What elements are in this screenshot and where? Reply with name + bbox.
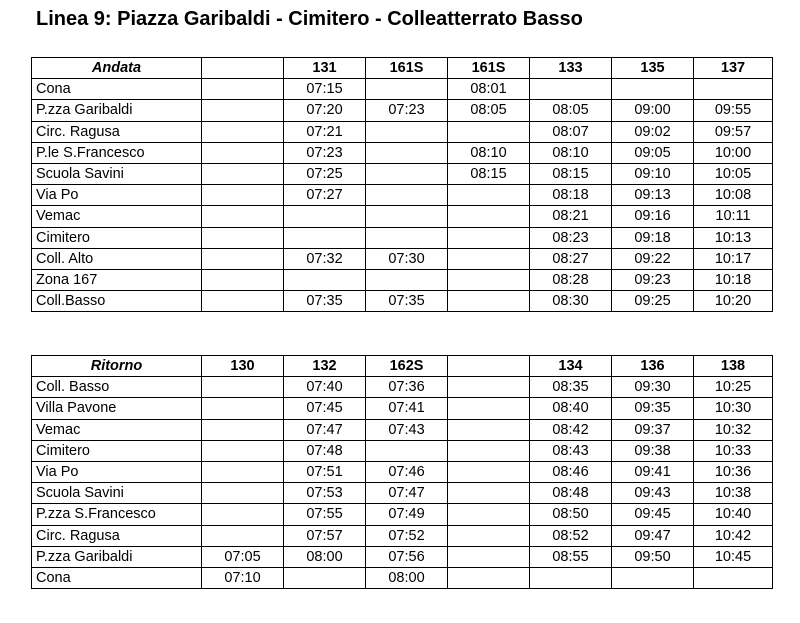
table-row	[32, 291, 773, 312]
stop-name: Cimitero	[32, 440, 202, 461]
departure-time: 07:46	[366, 461, 448, 482]
departure-time: 10:33	[694, 440, 773, 461]
departure-time: 07:40	[284, 377, 366, 398]
departure-time	[202, 377, 284, 398]
departure-time: 07:10	[202, 567, 284, 588]
departure-time: 10:30	[694, 398, 773, 419]
departure-time: 09:35	[612, 398, 694, 419]
stop-name: Vemac	[32, 206, 202, 227]
stop-name: Cimitero	[32, 227, 202, 248]
ritorno-timetable	[31, 355, 773, 589]
departure-time	[612, 567, 694, 588]
stop-name: Via Po	[32, 185, 202, 206]
departure-time	[202, 163, 284, 184]
departure-time: 08:35	[530, 377, 612, 398]
departure-time	[366, 206, 448, 227]
departure-time: 07:47	[284, 419, 366, 440]
departure-time	[366, 269, 448, 290]
stop-name: P.le S.Francesco	[32, 142, 202, 163]
departure-time	[366, 121, 448, 142]
trip-number: 131	[284, 58, 366, 79]
departure-time: 08:46	[530, 461, 612, 482]
stop-name: Cona	[32, 567, 202, 588]
departure-time: 07:23	[284, 142, 366, 163]
table-row	[32, 440, 773, 461]
departure-time: 09:13	[612, 185, 694, 206]
table-row	[32, 227, 773, 248]
departure-time: 09:41	[612, 461, 694, 482]
stop-name: Coll. Alto	[32, 248, 202, 269]
departure-time	[366, 142, 448, 163]
departure-time: 10:25	[694, 377, 773, 398]
departure-time: 07:30	[366, 248, 448, 269]
departure-time: 08:05	[530, 100, 612, 121]
departure-time	[448, 398, 530, 419]
departure-time	[694, 79, 773, 100]
departure-time: 08:40	[530, 398, 612, 419]
departure-time	[694, 567, 773, 588]
stop-name: Coll.Basso	[32, 291, 202, 312]
direction-label: Andata	[32, 58, 202, 79]
stop-name: Scuola Savini	[32, 163, 202, 184]
trip-number: 130	[202, 356, 284, 377]
departure-time	[530, 567, 612, 588]
departure-time: 08:50	[530, 504, 612, 525]
departure-time: 10:45	[694, 546, 773, 567]
departure-time: 10:05	[694, 163, 773, 184]
departure-time	[202, 185, 284, 206]
stop-name: Scuola Savini	[32, 483, 202, 504]
departure-time: 09:37	[612, 419, 694, 440]
departure-time: 10:20	[694, 291, 773, 312]
departure-time: 08:10	[448, 142, 530, 163]
departure-time	[202, 206, 284, 227]
table-row	[32, 525, 773, 546]
departure-time	[366, 79, 448, 100]
trip-number: 138	[694, 356, 773, 377]
departure-time	[448, 227, 530, 248]
departure-time: 10:08	[694, 185, 773, 206]
departure-time: 07:47	[366, 483, 448, 504]
departure-time: 07:05	[202, 546, 284, 567]
departure-time: 10:32	[694, 419, 773, 440]
departure-time	[448, 269, 530, 290]
header-row	[32, 58, 773, 79]
trip-number: 135	[612, 58, 694, 79]
departure-time	[530, 79, 612, 100]
table-row	[32, 377, 773, 398]
stop-name: P.zza Garibaldi	[32, 100, 202, 121]
table-row	[32, 121, 773, 142]
header-row	[32, 356, 773, 377]
table-row	[32, 142, 773, 163]
departure-time: 07:48	[284, 440, 366, 461]
table-row	[32, 483, 773, 504]
departure-time: 07:23	[366, 100, 448, 121]
departure-time	[202, 79, 284, 100]
departure-time: 09:05	[612, 142, 694, 163]
departure-time: 10:13	[694, 227, 773, 248]
departure-time: 09:25	[612, 291, 694, 312]
table-row	[32, 248, 773, 269]
stop-name: Zona 167	[32, 269, 202, 290]
trip-number: 161S	[366, 58, 448, 79]
departure-time: 09:22	[612, 248, 694, 269]
table-row	[32, 398, 773, 419]
departure-time	[284, 227, 366, 248]
trip-number	[202, 58, 284, 79]
table-row	[32, 206, 773, 227]
trip-number: 132	[284, 356, 366, 377]
departure-time	[202, 398, 284, 419]
departure-time: 07:36	[366, 377, 448, 398]
departure-time: 09:02	[612, 121, 694, 142]
departure-time: 10:18	[694, 269, 773, 290]
departure-time	[202, 248, 284, 269]
table-row	[32, 79, 773, 100]
departure-time: 08:00	[366, 567, 448, 588]
page-title: Linea 9: Piazza Garibaldi - Cimitero - Colleatterrato Basso	[36, 8, 583, 30]
departure-time	[448, 291, 530, 312]
table-row	[32, 419, 773, 440]
departure-time: 08:15	[530, 163, 612, 184]
departure-time: 09:50	[612, 546, 694, 567]
departure-time: 09:55	[694, 100, 773, 121]
departure-time	[448, 248, 530, 269]
departure-time	[448, 185, 530, 206]
direction-label: Ritorno	[32, 356, 202, 377]
table-row	[32, 163, 773, 184]
departure-time	[284, 269, 366, 290]
departure-time: 07:43	[366, 419, 448, 440]
departure-time: 08:27	[530, 248, 612, 269]
departure-time: 07:51	[284, 461, 366, 482]
departure-time	[202, 142, 284, 163]
departure-time: 07:57	[284, 525, 366, 546]
departure-time	[448, 483, 530, 504]
trip-number: 137	[694, 58, 773, 79]
departure-time	[202, 461, 284, 482]
departure-time: 07:49	[366, 504, 448, 525]
departure-time: 09:57	[694, 121, 773, 142]
departure-time	[448, 121, 530, 142]
departure-time: 07:52	[366, 525, 448, 546]
stop-name: Villa Pavone	[32, 398, 202, 419]
andata-timetable	[31, 57, 773, 312]
departure-time: 07:56	[366, 546, 448, 567]
table-row	[32, 185, 773, 206]
departure-time	[366, 227, 448, 248]
departure-time: 08:28	[530, 269, 612, 290]
departure-time: 08:23	[530, 227, 612, 248]
departure-time	[202, 269, 284, 290]
departure-time	[612, 79, 694, 100]
departure-time: 09:30	[612, 377, 694, 398]
stop-name: Circ. Ragusa	[32, 525, 202, 546]
departure-time	[202, 483, 284, 504]
departure-time	[448, 546, 530, 567]
departure-time: 08:15	[448, 163, 530, 184]
departure-time: 08:52	[530, 525, 612, 546]
table-row	[32, 504, 773, 525]
trip-number	[448, 356, 530, 377]
table-row	[32, 546, 773, 567]
departure-time	[202, 121, 284, 142]
departure-time: 07:35	[366, 291, 448, 312]
stop-name: Via Po	[32, 461, 202, 482]
departure-time: 08:10	[530, 142, 612, 163]
trip-number: 136	[612, 356, 694, 377]
stop-name: Coll. Basso	[32, 377, 202, 398]
departure-time	[202, 227, 284, 248]
departure-time: 07:45	[284, 398, 366, 419]
departure-time: 07:21	[284, 121, 366, 142]
departure-time: 08:55	[530, 546, 612, 567]
departure-time: 07:32	[284, 248, 366, 269]
trip-number: 133	[530, 58, 612, 79]
departure-time: 09:10	[612, 163, 694, 184]
departure-time	[448, 504, 530, 525]
departure-time	[202, 419, 284, 440]
departure-time	[448, 419, 530, 440]
departure-time	[202, 504, 284, 525]
departure-time: 08:01	[448, 79, 530, 100]
departure-time	[366, 163, 448, 184]
departure-time: 10:38	[694, 483, 773, 504]
departure-time: 09:23	[612, 269, 694, 290]
departure-time: 08:00	[284, 546, 366, 567]
departure-time: 10:00	[694, 142, 773, 163]
trip-number: 134	[530, 356, 612, 377]
table-row	[32, 461, 773, 482]
departure-time: 09:18	[612, 227, 694, 248]
departure-time: 10:36	[694, 461, 773, 482]
departure-time	[284, 567, 366, 588]
departure-time	[448, 206, 530, 227]
departure-time: 08:30	[530, 291, 612, 312]
departure-time: 09:38	[612, 440, 694, 461]
departure-time: 07:55	[284, 504, 366, 525]
departure-time	[448, 377, 530, 398]
trip-number: 162S	[366, 356, 448, 377]
stop-name: P.zza Garibaldi	[32, 546, 202, 567]
departure-time: 08:48	[530, 483, 612, 504]
departure-time	[448, 525, 530, 546]
departure-time: 07:20	[284, 100, 366, 121]
trip-number: 161S	[448, 58, 530, 79]
stop-name: Circ. Ragusa	[32, 121, 202, 142]
departure-time: 07:53	[284, 483, 366, 504]
departure-time: 07:15	[284, 79, 366, 100]
departure-time	[366, 440, 448, 461]
departure-time	[448, 440, 530, 461]
departure-time: 08:21	[530, 206, 612, 227]
departure-time: 08:42	[530, 419, 612, 440]
departure-time	[448, 461, 530, 482]
departure-time: 08:43	[530, 440, 612, 461]
departure-time: 10:17	[694, 248, 773, 269]
departure-time	[202, 440, 284, 461]
departure-time	[284, 206, 366, 227]
stop-name: P.zza S.Francesco	[32, 504, 202, 525]
departure-time: 09:45	[612, 504, 694, 525]
departure-time	[366, 185, 448, 206]
table-row	[32, 269, 773, 290]
departure-time: 10:42	[694, 525, 773, 546]
departure-time: 09:00	[612, 100, 694, 121]
departure-time: 07:41	[366, 398, 448, 419]
table-row	[32, 100, 773, 121]
stop-name: Vemac	[32, 419, 202, 440]
table-row	[32, 567, 773, 588]
departure-time: 07:35	[284, 291, 366, 312]
departure-time	[202, 525, 284, 546]
departure-time: 07:27	[284, 185, 366, 206]
departure-time: 09:16	[612, 206, 694, 227]
departure-time	[202, 100, 284, 121]
departure-time: 09:43	[612, 483, 694, 504]
departure-time	[448, 567, 530, 588]
departure-time	[202, 291, 284, 312]
departure-time: 10:40	[694, 504, 773, 525]
departure-time: 09:47	[612, 525, 694, 546]
departure-time: 08:18	[530, 185, 612, 206]
departure-time: 08:07	[530, 121, 612, 142]
stop-name: Cona	[32, 79, 202, 100]
departure-time: 07:25	[284, 163, 366, 184]
departure-time: 08:05	[448, 100, 530, 121]
departure-time: 10:11	[694, 206, 773, 227]
